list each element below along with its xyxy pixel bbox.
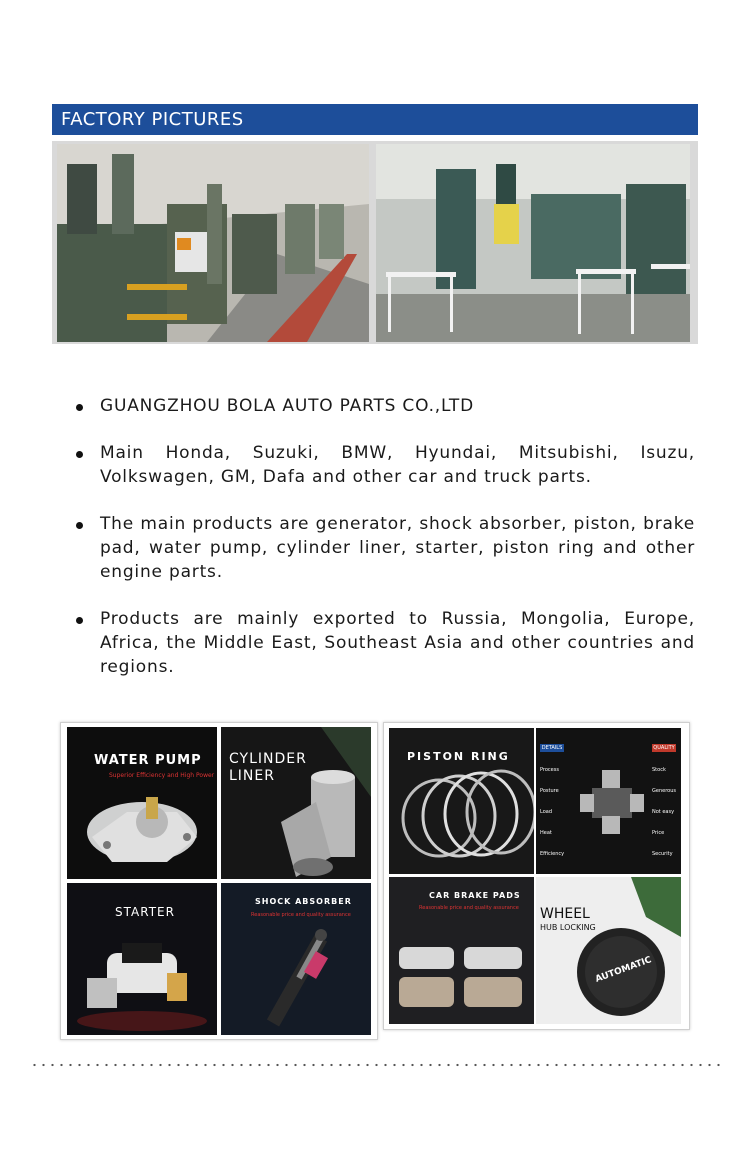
brake-pads-title: CAR BRAKE PADS (429, 891, 521, 900)
factory-photos (52, 141, 698, 344)
company-info-list (70, 394, 695, 702)
starter-title: STARTER (115, 905, 175, 919)
tile-piston-ring (389, 728, 534, 874)
wheel-hub-image (536, 877, 681, 1024)
details-header: DETAILS (541, 745, 563, 751)
water-pump-subtitle: Superior Efficiency and High Power (109, 772, 215, 779)
tile-water-pump (67, 727, 217, 879)
dotted-divider (30, 1063, 720, 1067)
product-panel-left (60, 722, 378, 1040)
tile-starter (67, 883, 217, 1035)
factory-photo-injection-machines (376, 144, 690, 342)
tile-cylinder-liner (221, 727, 371, 879)
details-list: Process Posture Load Heat Efficiency (540, 767, 565, 857)
tile-universal-joint (536, 728, 681, 874)
section-header: FACTORY PICTURES (52, 104, 698, 135)
shock-absorber-title: SHOCK ABSORBER (255, 897, 352, 906)
tile-brake-pads (389, 877, 534, 1024)
factory-photo-assembly-line (57, 144, 369, 342)
tile-shock-absorber (221, 883, 371, 1035)
automatic-badge: AUTOMATIC (594, 955, 654, 985)
water-pump-title: WATER PUMP (94, 753, 202, 768)
quality-header: QUALITY (653, 745, 675, 751)
product-panel-right (383, 722, 690, 1030)
info-company-name: GUANGZHOU BOLA AUTO PARTS CO.,LTD (70, 394, 695, 418)
quality-list: Stock Generous Not easy Price Security (652, 767, 676, 857)
piston-ring-title: PISTON RING (407, 750, 510, 763)
tile-wheel-hub (536, 877, 681, 1024)
shock-absorber-subtitle: Reasonable price and quality assurance (251, 912, 351, 918)
info-export: Products are mainly exported to Russia, Mongolia, Europe, Africa, the Middle East, Southeast Asia and other countries and regions. (70, 607, 695, 679)
info-brands: Main Honda, Suzuki, BMW, Hyundai, Mitsubishi, Isuzu, Volkswagen, GM, Dafa and other car and truck parts. (70, 441, 695, 489)
info-products: The main products are generator, shock absorber, piston, brake pad, water pump, cylinder liner, starter, piston ring and other engine parts. (70, 512, 695, 584)
cylinder-liner-image (221, 727, 371, 879)
wheel-hub-title: WHEEL HUB LOCKING (540, 906, 596, 932)
cylinder-liner-title: CYLINDER LINER (229, 751, 307, 784)
water-pump-image (67, 727, 217, 879)
brake-pads-subtitle: Reasonable price and quality assurance (419, 905, 519, 911)
